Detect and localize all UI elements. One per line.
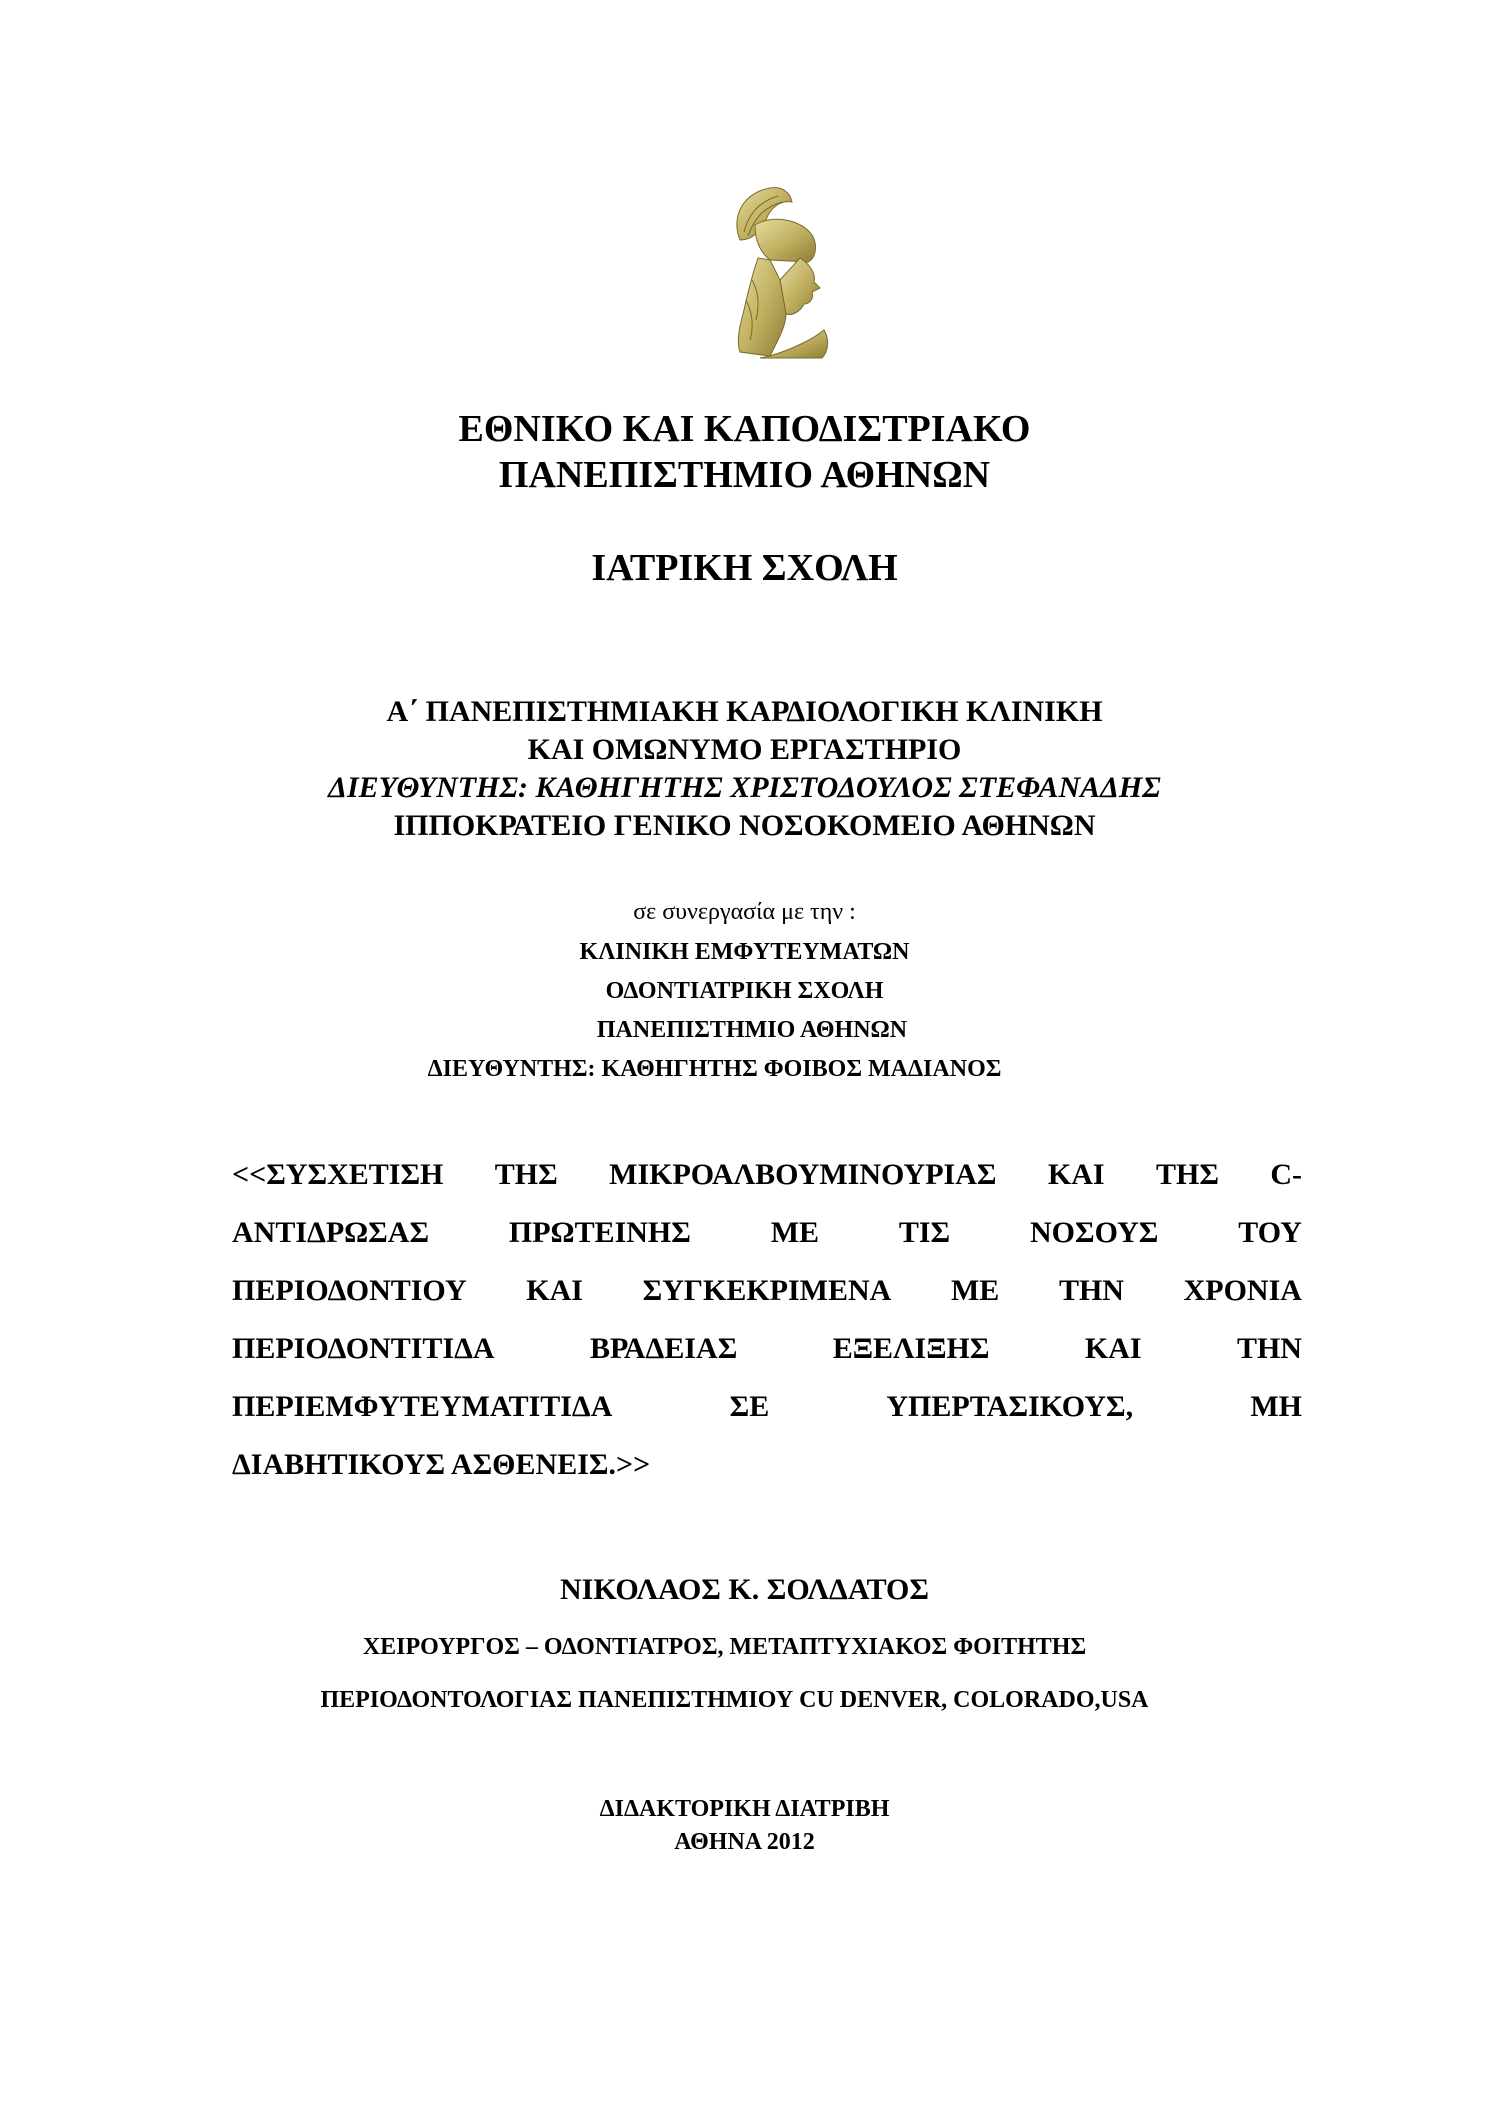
collaboration-clinic: ΚΛΙΝΙΚΗ ΕΜΦΥΤΕΥΜΑΤΩΝ: [579, 939, 910, 965]
clinic-name-line1: Α΄ ΠΑΝΕΠΙΣΤΗΜΙΑΚΗ ΚΑΡΔΙΟΛΟΓΙΚΗ ΚΛΙΝΙΚΗ: [386, 695, 1103, 728]
title-word: ΥΠΕΡΤΑΣΙΚΟΥΣ,: [886, 1390, 1134, 1423]
thesis-title-line: [232, 1160, 1302, 1190]
title-word: ΒΡΑΔΕΙΑΣ: [589, 1332, 738, 1365]
author-name: ΝΙΚΟΛΑΟΣ Κ. ΣΟΛΔΑΤΟΣ: [560, 1573, 929, 1606]
clinic-director: ΔΙΕΥΘΥΝΤΗΣ: ΚΑΘΗΓΗΤΗΣ ΧΡΙΣΤΟΔΟΥΛΟΣ ΣΤΕΦΑΝΑΔΗΣ: [328, 771, 1161, 804]
collaboration-university: ΠΑΝΕΠΙΣΤΗΜΙΟ ΑΘΗΝΩΝ: [596, 1017, 908, 1043]
title-word: ΔΙΑΒΗΤΙΚΟΥΣ ΑΣΘΕΝΕΙΣ.>>: [232, 1448, 651, 1481]
title-word: ΤΗΝ: [1058, 1274, 1124, 1307]
collaboration-intro: σε συνεργασία με την :: [633, 899, 856, 925]
collaboration-school: ΟΔΟΝΤΙΑΤΡΙΚΗ ΣΧΟΛΗ: [605, 978, 884, 1004]
title-word: ΠΕΡΙΕΜΦΥΤΕΥΜΑΤΙΤΙΔΑ: [232, 1390, 613, 1423]
thesis-title-line: [232, 1392, 1302, 1422]
title-word: ΤΟΥ: [1238, 1216, 1302, 1249]
title-word: ΤΙΣ: [898, 1216, 951, 1249]
title-word: ΧΡΟΝΙΑ: [1183, 1274, 1302, 1307]
thesis-title-line: [232, 1276, 1302, 1306]
title-word: ΜΙΚΡΟΑΛΒΟΥΜΙΝΟΥΡΙΑΣ: [609, 1158, 997, 1191]
thesis-title-line: [232, 1334, 1302, 1364]
school-name: ΙΑΤΡΙΚΗ ΣΧΟΛΗ: [591, 547, 898, 589]
title-word: C-: [1270, 1158, 1302, 1191]
title-word: ΠΕΡΙΟΔΟΝΤΙΟΥ: [232, 1274, 467, 1307]
collaboration-director: ΔΙΕΥΘΥΝΤΗΣ: ΚΑΘΗΓΗΤΗΣ ΦΟΙΒΟΣ ΜΑΔΙΑΝΟΣ: [427, 1056, 1002, 1082]
title-word: ΑΝΤΙΔΡΩΣΑΣ: [232, 1216, 430, 1249]
university-name-line2: ΠΑΝΕΠΙΣΤΗΜΙΟ ΑΘΗΝΩΝ: [498, 454, 991, 496]
title-word: ΕΞΕΛΙΞΗΣ: [832, 1332, 990, 1365]
title-word: ΠΡΩΤΕΙΝΗΣ: [508, 1216, 691, 1249]
title-word: ΤΗΣ: [494, 1158, 558, 1191]
thesis-title-line: [232, 1450, 1302, 1480]
title-word: ΝΟΣΟΥΣ: [1029, 1216, 1159, 1249]
title-word: <<ΣΥΣΧΕΤΙΣΗ: [232, 1158, 444, 1191]
title-word: ΤΗΣ: [1155, 1158, 1219, 1191]
clinic-name-line2: ΚΑΙ ΟΜΩΝΥΜΟ ΕΡΓΑΣΤΗΡΙΟ: [527, 733, 962, 766]
place-year: ΑΘΗΝΑ 2012: [674, 1829, 815, 1855]
university-emblem-logo: [700, 180, 850, 360]
title-word: ΚΑΙ: [1084, 1332, 1142, 1365]
title-word: ΣΥΓΚΕΚΡΙΜΕΝΑ: [642, 1274, 892, 1307]
author-role-line1: ΧΕΙΡΟΥΡΓΟΣ – ΟΔΟΝΤΙΑΤΡΟΣ, ΜΕΤΑΠΤΥΧΙΑΚΟΣ ΦΟΙΤΗΤΗΣ: [362, 1634, 1087, 1660]
title-word: ΠΕΡΙΟΔΟΝΤΙΤΙΔΑ: [232, 1332, 495, 1365]
title-word: ΣΕ: [729, 1390, 770, 1423]
title-word: ΜΕ: [770, 1216, 820, 1249]
university-name-line1: ΕΘΝΙΚΟ ΚΑΙ ΚΑΠΟΔΙΣΤΡΙΑΚΟ: [458, 408, 1031, 450]
hospital-name: ΙΠΠΟΚΡΑΤΕΙΟ ΓΕΝΙΚΟ ΝΟΣΟΚΟΜΕΙΟ ΑΘΗΝΩΝ: [393, 809, 1096, 842]
title-word: ΚΑΙ: [1047, 1158, 1105, 1191]
title-word: ΜΕ: [950, 1274, 1000, 1307]
thesis-title-line: [232, 1218, 1302, 1248]
author-role-line2: ΠΕΡΙΟΔΟΝΤΟΛΟΓΙΑΣ ΠΑΝΕΠΙΣΤΗΜΙΟΥ CU DENVER, COLORADO,USA: [320, 1687, 1149, 1713]
title-word: ΚΑΙ: [526, 1274, 583, 1307]
title-word: ΜΗ: [1250, 1390, 1302, 1423]
title-word: ΤΗΝ: [1236, 1332, 1302, 1365]
document-type: ΔΙΔΑΚΤΟΡΙΚΗ ΔΙΑΤΡΙΒΗ: [599, 1796, 890, 1822]
